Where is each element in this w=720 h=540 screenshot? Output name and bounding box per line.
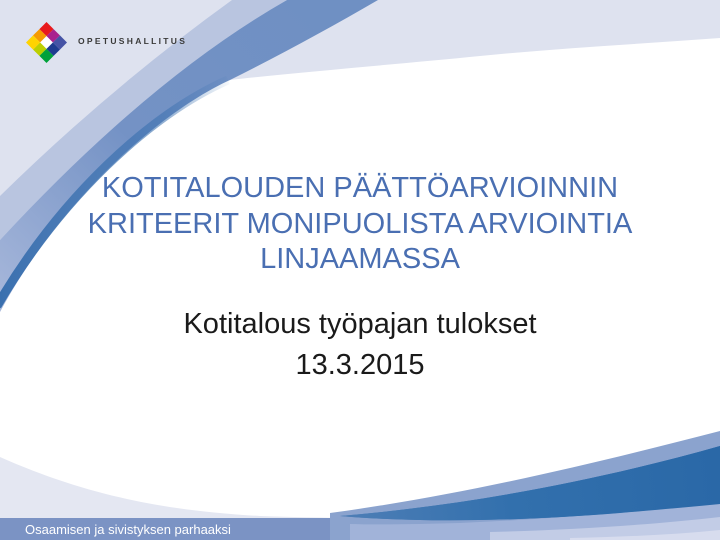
slide-title (40, 171, 680, 278)
slide-subtitle (40, 304, 680, 386)
title-line: LINJAAMASSA (260, 243, 460, 275)
footer-tagline: Osaamisen ja sivistyksen parhaaksi (25, 521, 231, 537)
title-line: KOTITALOUDEN PÄÄTTÖARVIOINNIN (101, 172, 619, 204)
logo-wordmark: OPETUSHALLITUS (78, 36, 188, 46)
subtitle-line: 13.3.2015 (295, 349, 425, 381)
subtitle-line: Kotitalous työpajan tulokset (183, 308, 537, 340)
title-line: KRITEERIT MONIPUOLISTA ARVIOINTIA (87, 207, 633, 240)
